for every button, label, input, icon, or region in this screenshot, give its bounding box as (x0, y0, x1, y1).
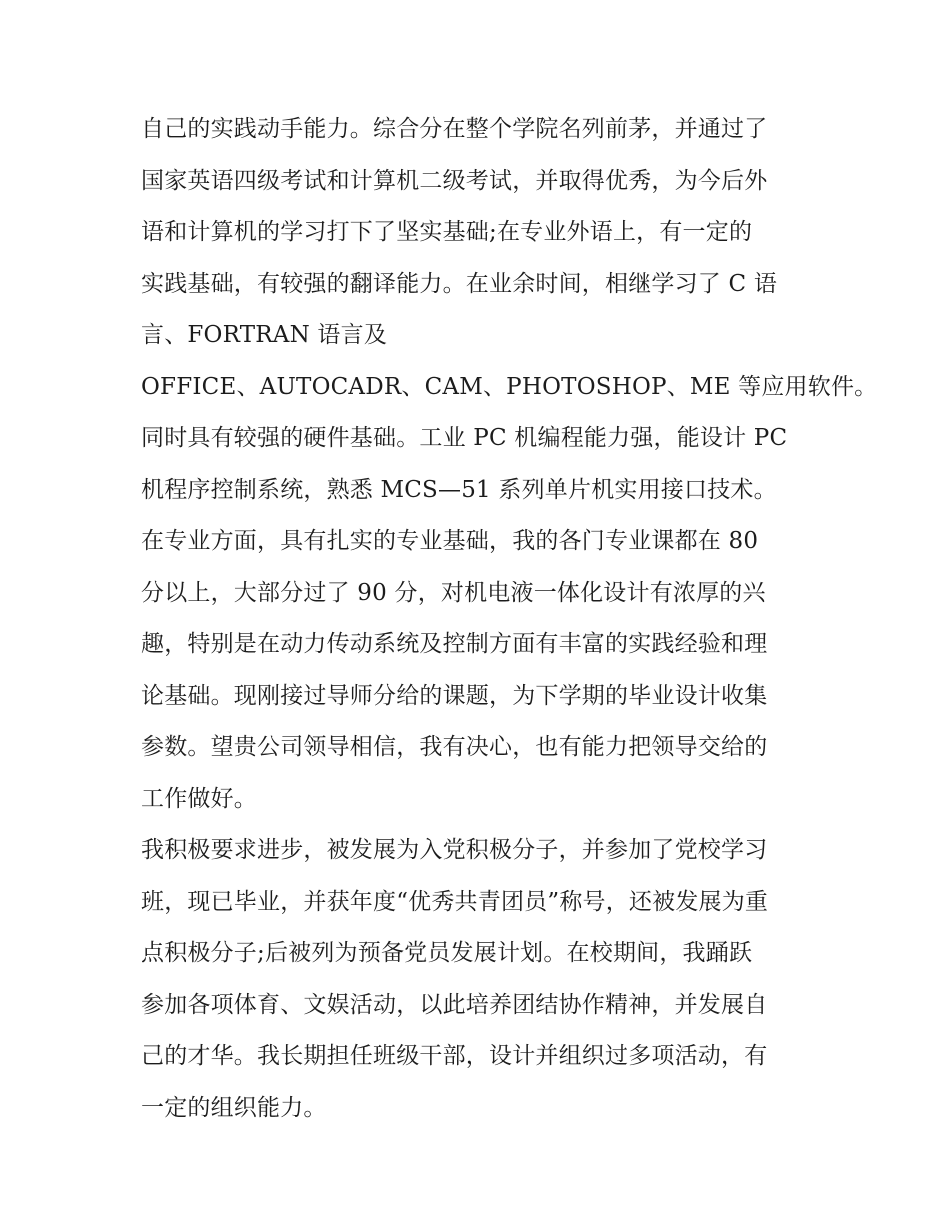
text-line: 在专业方面，具有扎实的专业基础，我的各门专业课都在 80 (141, 528, 759, 554)
text-line: 趣，特别是在动力传动系统及控制方面有丰富的实践经验和理 (141, 631, 768, 657)
text-line: 参数。望贵公司领导相信，我有决心，也有能力把领导交给的 (141, 734, 768, 760)
text-line: 论基础。现刚接过导师分给的课题，为下学期的毕业设计收集 (141, 682, 768, 709)
text-line: 语和计算机的学习打下了坚实基础;在专业外语上，有一定的 (141, 219, 753, 245)
text-line: 同时具有较强的硬件基础。工业 PC 机编程能力强，能设计 PC (141, 425, 788, 451)
text-line: 实践基础，有较强的翻译能力。在业余时间，相继学习了 C 语 (141, 270, 778, 297)
text-line: OFFICE、AUTOCADR、CAM、PHOTOSHOP、ME 等应用软件。 (141, 373, 878, 400)
document-body (141, 107, 878, 1137)
text-line: 参加各项体育、文娱活动，以此培养团结协作精神，并发展自 (141, 991, 768, 1018)
text-line: 言、FORTRAN 语言及 (141, 322, 388, 348)
text-line: 国家英语四级考试和计算机二级考试，并取得优秀，为今后外 (141, 167, 768, 194)
text-line: 班，现已毕业，并获年度“优秀共青团员”称号，还被发展为重 (141, 888, 769, 915)
text-line: 自己的实践动手能力。综合分在整个学院名列前茅，并通过了 (141, 116, 768, 142)
text-line: 工作做好。 (141, 785, 257, 812)
text-line: 分以上，大部分过了 90 分，对机电液一体化设计有浓厚的兴 (141, 579, 766, 606)
text-line: 机程序控制系统，熟悉 MCS—51 系列单片机实用接口技术。 (141, 476, 777, 503)
text-line: 点积极分子;后被列为预备党员发展计划。在校期间，我踊跃 (141, 940, 753, 966)
text-line: 己的才华。我长期担任班级干部，设计并组织过多项活动，有 (141, 1043, 768, 1069)
text-line: 一定的组织能力。 (141, 1094, 327, 1121)
text-line: 我积极要求进步，被发展为入党积极分子，并参加了党校学习 (141, 837, 768, 863)
